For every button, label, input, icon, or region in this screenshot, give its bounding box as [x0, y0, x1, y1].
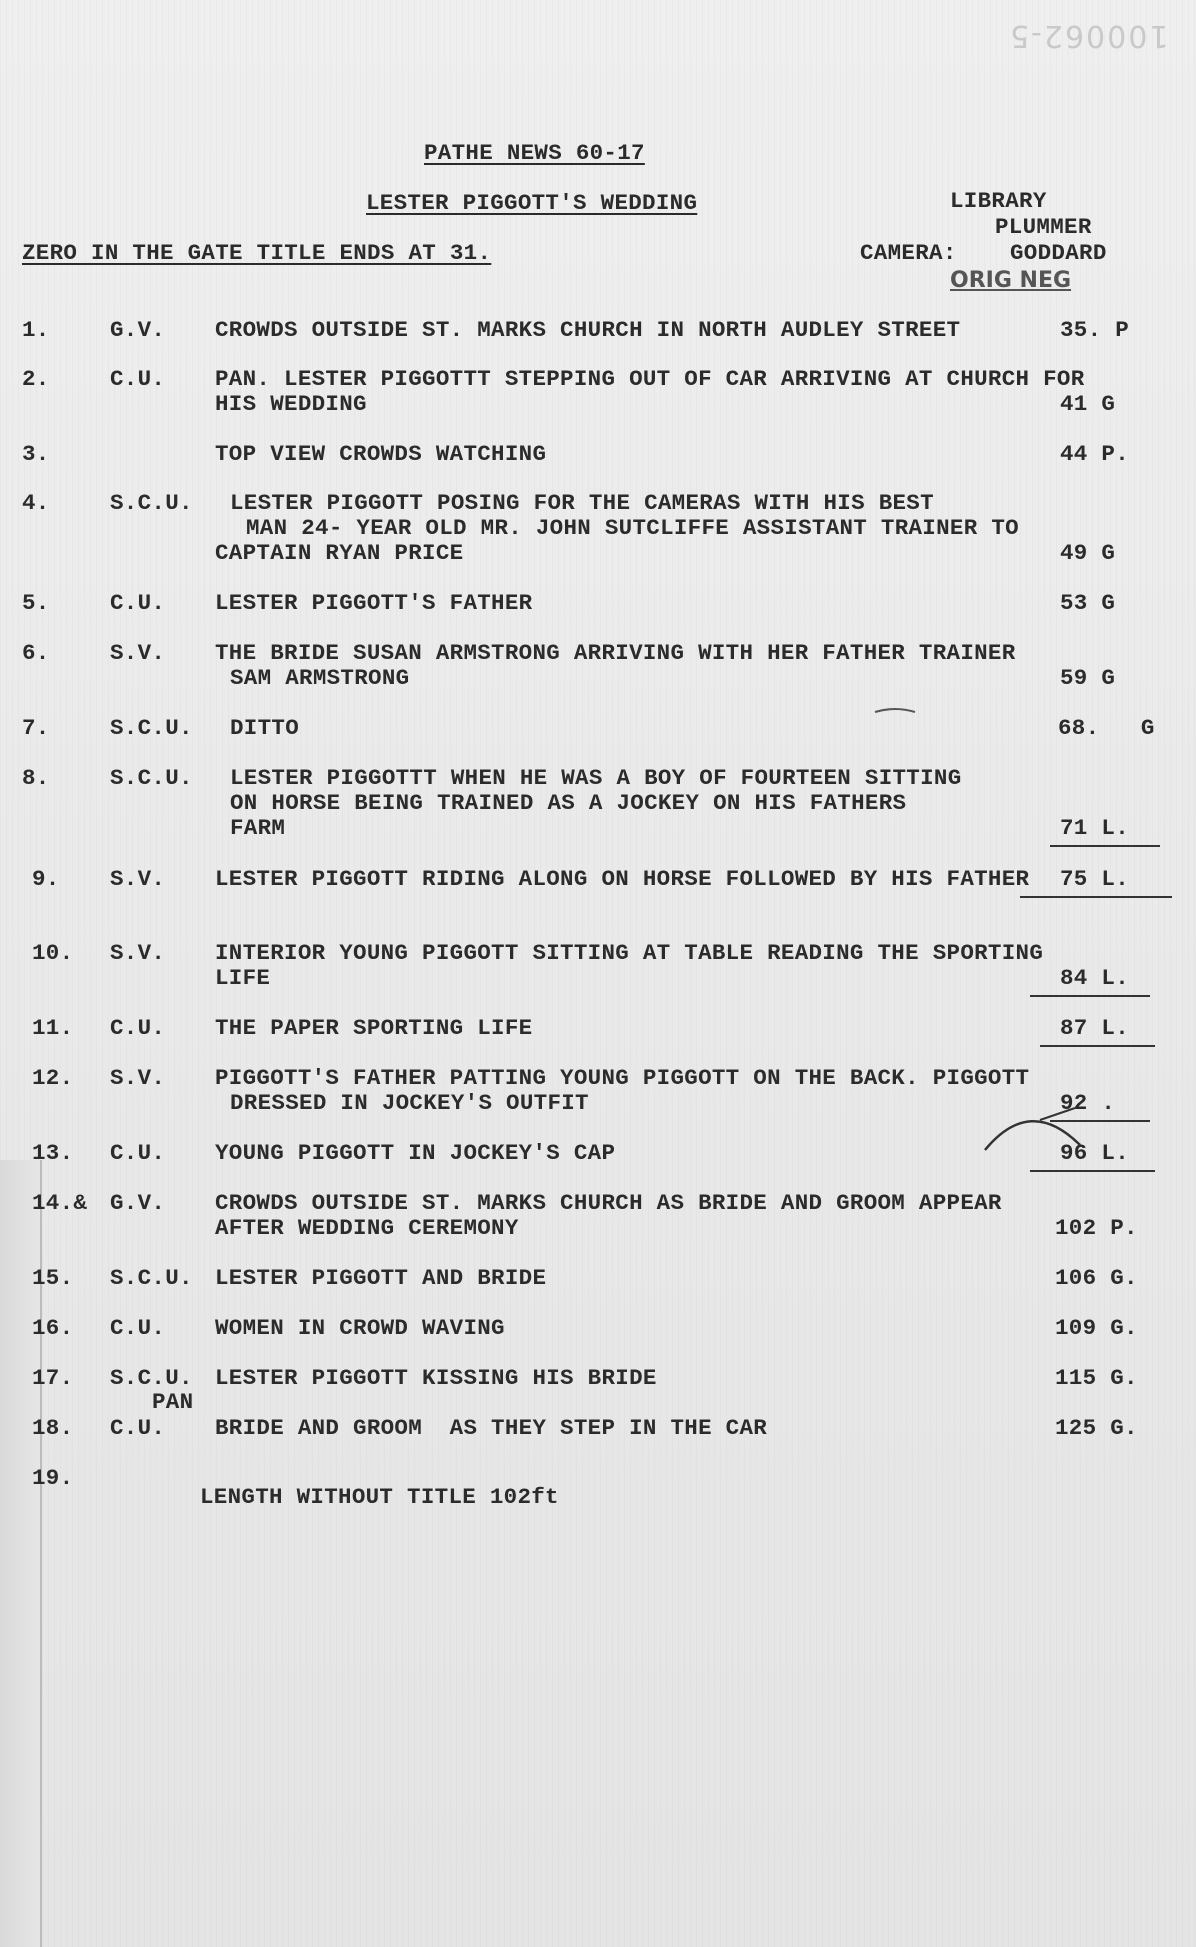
- shot-type: C.U.: [110, 1140, 166, 1166]
- shot-type: C.U.: [110, 366, 166, 392]
- shot-description-line: YOUNG PIGGOTT IN JOCKEY'S CAP: [215, 1140, 616, 1166]
- shot-number: 2.: [22, 366, 50, 392]
- shot-description-line: LESTER PIGGOTTT WHEN HE WAS A BOY OF FOURTEEN SITTING: [230, 765, 962, 791]
- shot-type: S.C.U.: [110, 715, 193, 741]
- shot-description-line: DRESSED IN JOCKEY'S OUTFIT: [230, 1090, 589, 1116]
- shot-description-line: LESTER PIGGOTT AND BRIDE: [215, 1265, 547, 1291]
- shot-description-line: AFTER WEDDING CEREMONY: [215, 1215, 519, 1241]
- footage-count: 35. P: [1060, 317, 1130, 343]
- shot-number: 4.: [22, 490, 50, 516]
- shot-number: 13.: [32, 1140, 74, 1166]
- footage-count: 49 G: [1060, 540, 1116, 566]
- shot-type: C.U.: [110, 1415, 166, 1441]
- footage-count: 75 L.: [1060, 866, 1130, 892]
- shot-type: G.V.: [110, 317, 166, 343]
- shot-description-line: TOP VIEW CROWDS WATCHING: [215, 441, 547, 467]
- document-title: PATHE NEWS 60-17: [424, 140, 645, 166]
- shot-description-line: LESTER PIGGOTT KISSING HIS BRIDE: [215, 1365, 657, 1391]
- footage-count: 102 P.: [1055, 1215, 1138, 1241]
- shot-description-line: CROWDS OUTSIDE ST. MARKS CHURCH IN NORTH AUDLEY STREET: [215, 317, 961, 343]
- shot-type-secondary: PAN: [152, 1389, 194, 1415]
- shot-type: S.V.: [110, 940, 166, 966]
- shot-number: 15.: [32, 1265, 74, 1291]
- shot-description-line: PAN. LESTER PIGGOTTT STEPPING OUT OF CAR ARRIVING AT CHURCH FOR: [215, 366, 1085, 392]
- document-subtitle: LESTER PIGGOTT'S WEDDING: [366, 190, 698, 216]
- shot-number: 7.: [22, 715, 50, 741]
- shot-number: 10.: [32, 940, 74, 966]
- camera-name-1: PLUMMER: [995, 214, 1092, 240]
- shot-type: S.C.U.: [110, 490, 193, 516]
- camera-label: CAMERA:: [860, 240, 957, 266]
- shot-type: S.V.: [110, 1065, 166, 1091]
- footage-count: 125 G.: [1055, 1415, 1138, 1441]
- shot-description-line: LESTER PIGGOTT'S FATHER: [215, 590, 533, 616]
- shot-number: 14.&: [32, 1190, 88, 1216]
- shot-description-line: THE BRIDE SUSAN ARMSTRONG ARRIVING WITH HER FATHER TRAINER: [215, 640, 1016, 666]
- footage-count: 53 G: [1060, 590, 1116, 616]
- shot-number: 12.: [32, 1065, 74, 1091]
- zero-in-gate-note: ZERO IN THE GATE TITLE ENDS AT 31.: [22, 240, 492, 266]
- shot-type: S.C.U.: [110, 1265, 193, 1291]
- length-footer: LENGTH WITHOUT TITLE 102ft: [200, 1484, 559, 1510]
- shot-type: C.U.: [110, 1315, 166, 1341]
- shot-description-line: SAM ARMSTRONG: [230, 665, 410, 691]
- pen-stroke: [875, 709, 915, 712]
- footage-count: 92 .: [1060, 1090, 1116, 1116]
- shot-description-line: DITTO: [230, 715, 300, 741]
- shot-description-line: FARM: [230, 815, 286, 841]
- shot-type: C.U.: [110, 1015, 166, 1041]
- shot-description-line: PIGGOTT'S FATHER PATTING YOUNG PIGGOTT ON THE BACK. PIGGOTT: [215, 1065, 1030, 1091]
- pen-arc: [985, 1121, 1080, 1150]
- shot-description-line: CAPTAIN RYAN PRICE: [215, 540, 464, 566]
- camera-name-2: GODDARD: [1010, 240, 1107, 266]
- shot-number: 11.: [32, 1015, 74, 1041]
- footage-count: 41 G: [1060, 391, 1116, 417]
- shot-number: 1.: [22, 317, 50, 343]
- footage-count: 71 L.: [1060, 815, 1130, 841]
- shot-description-line: LESTER PIGGOTT RIDING ALONG ON HORSE FOLLOWED BY HIS FATHER: [215, 866, 1030, 892]
- footage-count: 68. G: [1058, 715, 1155, 741]
- shot-description-line: MAN 24- YEAR OLD MR. JOHN SUTCLIFFE ASSISTANT TRAINER TO: [246, 515, 1019, 541]
- pen-tick: [1040, 1108, 1075, 1120]
- shot-description-line: HIS WEDDING: [215, 391, 367, 417]
- shot-type: S.C.U.: [110, 765, 193, 791]
- shot-type: G.V.: [110, 1190, 166, 1216]
- shot-type: C.U.: [110, 590, 166, 616]
- shot-number: 9.: [32, 866, 60, 892]
- shot-type: S.V.: [110, 640, 166, 666]
- archive-stamp: 100062-5: [1007, 18, 1168, 53]
- shot-number: 19.: [32, 1465, 74, 1491]
- library-label: LIBRARY: [950, 188, 1047, 214]
- shot-type: S.C.U.: [110, 1365, 193, 1391]
- footage-count: 59 G: [1060, 665, 1116, 691]
- shot-number: 5.: [22, 590, 50, 616]
- footage-count: 115 G.: [1055, 1365, 1138, 1391]
- shot-description-line: INTERIOR YOUNG PIGGOTT SITTING AT TABLE READING THE SPORTING: [215, 940, 1044, 966]
- footage-count: 84 L.: [1060, 965, 1130, 991]
- shot-type: S.V.: [110, 866, 166, 892]
- footage-count: 44 P.: [1060, 441, 1130, 467]
- footage-count: 109 G.: [1055, 1315, 1138, 1341]
- footage-count: 96 L.: [1060, 1140, 1130, 1166]
- shot-number: 18.: [32, 1415, 74, 1441]
- shot-description-line: ON HORSE BEING TRAINED AS A JOCKEY ON HIS FATHERS: [230, 790, 907, 816]
- handwritten-orig-neg: ORIG NEG: [950, 268, 1072, 293]
- shot-number: 17.: [32, 1365, 74, 1391]
- shot-number: 3.: [22, 441, 50, 467]
- shot-description-line: LESTER PIGGOTT POSING FOR THE CAMERAS WITH HIS BEST: [230, 490, 934, 516]
- shot-number: 8.: [22, 765, 50, 791]
- shot-description-line: BRIDE AND GROOM AS THEY STEP IN THE CAR: [215, 1415, 768, 1441]
- shot-description-line: LIFE: [215, 965, 271, 991]
- shot-description-line: CROWDS OUTSIDE ST. MARKS CHURCH AS BRIDE AND GROOM APPEAR: [215, 1190, 1002, 1216]
- shot-description-line: THE PAPER SPORTING LIFE: [215, 1015, 533, 1041]
- footage-count: 106 G.: [1055, 1265, 1138, 1291]
- footage-count: 87 L.: [1060, 1015, 1130, 1041]
- shot-number: 16.: [32, 1315, 74, 1341]
- shot-number: 6.: [22, 640, 50, 666]
- shot-description-line: WOMEN IN CROWD WAVING: [215, 1315, 505, 1341]
